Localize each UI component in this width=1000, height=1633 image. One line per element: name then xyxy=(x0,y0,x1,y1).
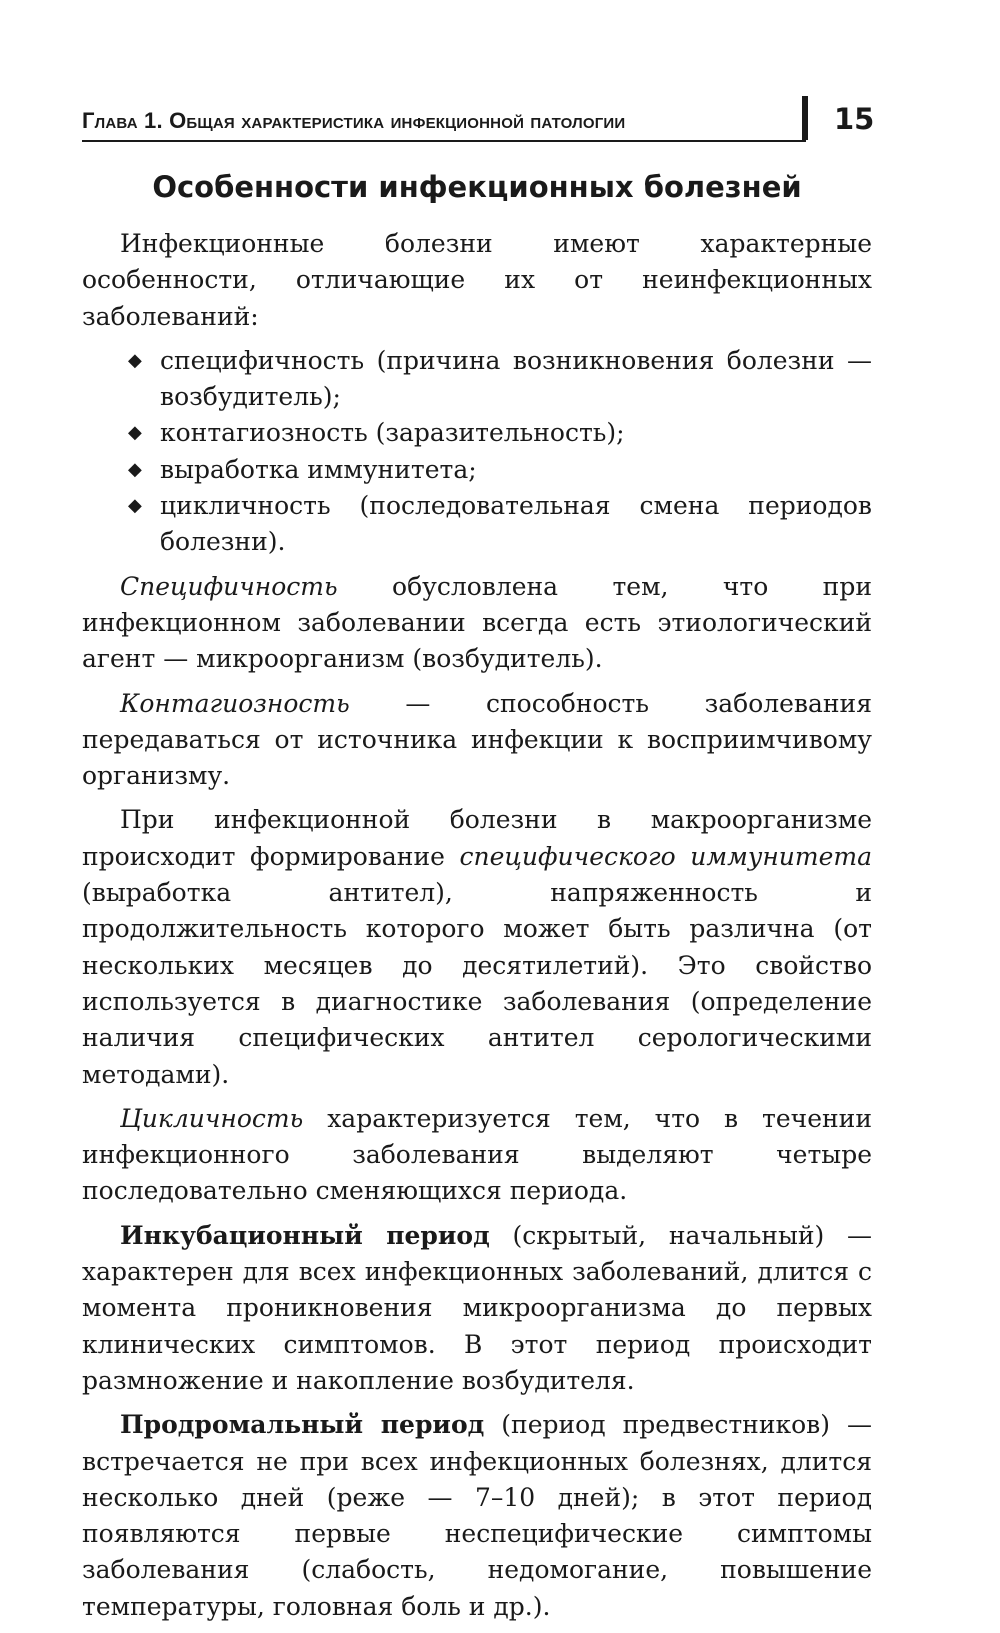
chapter-title: Глава 1. Общая характеристика инфекционной патологии xyxy=(82,108,626,133)
intro-paragraph: Инфекционные болезни имеют характерные особенности, отличающие их от неинфекционных заболеваний: xyxy=(82,229,872,331)
prodromal-paragraph: Продромальный период (период предвестников) — встречается не при всех инфекционных болезнях, длится несколько дней (реже — 7–10 дней); в этот период появляются первые неспецифические симптомы заболевания (слабость, недомогание, повышение температуры, головная боль и др.). xyxy=(82,1410,872,1621)
list-item: ◆ контагиозность (заразительность); xyxy=(160,415,872,451)
incubation-paragraph: Инкубационный период (скрытый, начальный) — характерен для всех инфекционных заболеваний, длится с момента проникновения микроорганизма до первых клинических симптомов. В этот период происходит размножение и накопление возбудителя. xyxy=(82,1220,872,1395)
immunity-paragraph: При инфекционной болезни в макроорганизме происходит формирование специфического иммунитета (выработка антител), напряженность и продолжительность которого может быть различна (от нескольких месяцев до десятилетий). Это свойство используется в диагностике заболевания (определение наличия специфических антител серологическими методами). xyxy=(82,805,873,1089)
incubation-term: Инкубационный период xyxy=(120,1220,490,1250)
cyclicity-paragraph: Цикличность характеризуется тем, что в течении инфекционного заболевания выделяют четыре последовательно сменяющихся периода. xyxy=(82,1103,872,1206)
bullet-icon: ◆ xyxy=(128,349,142,371)
cyclicity-term: Цикличность xyxy=(120,1103,304,1133)
bullet-icon: ◆ xyxy=(128,495,142,517)
contagiousness-term: Контагиозность xyxy=(120,688,350,718)
list-item: ◆ выработка иммунитета; xyxy=(160,452,872,488)
specificity-paragraph: Специфичность обусловлена тем, что при инфекционном заболевании всегда есть этиологический агент — микроорганизм (возбудитель). xyxy=(82,571,872,674)
contagiousness-paragraph: Контагиозность — способность заболевания передаваться от источника инфекции к восприимчивому организму. xyxy=(82,688,872,791)
page-number: 15 xyxy=(834,102,875,136)
immunity-term: специфического иммунитета xyxy=(459,841,873,871)
list-item: ◆ специфичность (причина возникновения болезни — возбудитель); xyxy=(160,343,872,416)
features-list xyxy=(82,343,872,561)
bullet-icon: ◆ xyxy=(128,422,142,444)
section-title: Особенности инфекционных болезней xyxy=(152,170,802,204)
prodromal-term: Продромальный период xyxy=(120,1410,485,1440)
running-head xyxy=(82,100,806,142)
body-text xyxy=(82,226,872,1633)
list-item: ◆ цикличность (последовательная смена периодов болезни). xyxy=(160,488,872,561)
specificity-term: Специфичность xyxy=(120,571,338,601)
header-divider xyxy=(802,96,808,140)
bullet-icon: ◆ xyxy=(128,458,142,480)
